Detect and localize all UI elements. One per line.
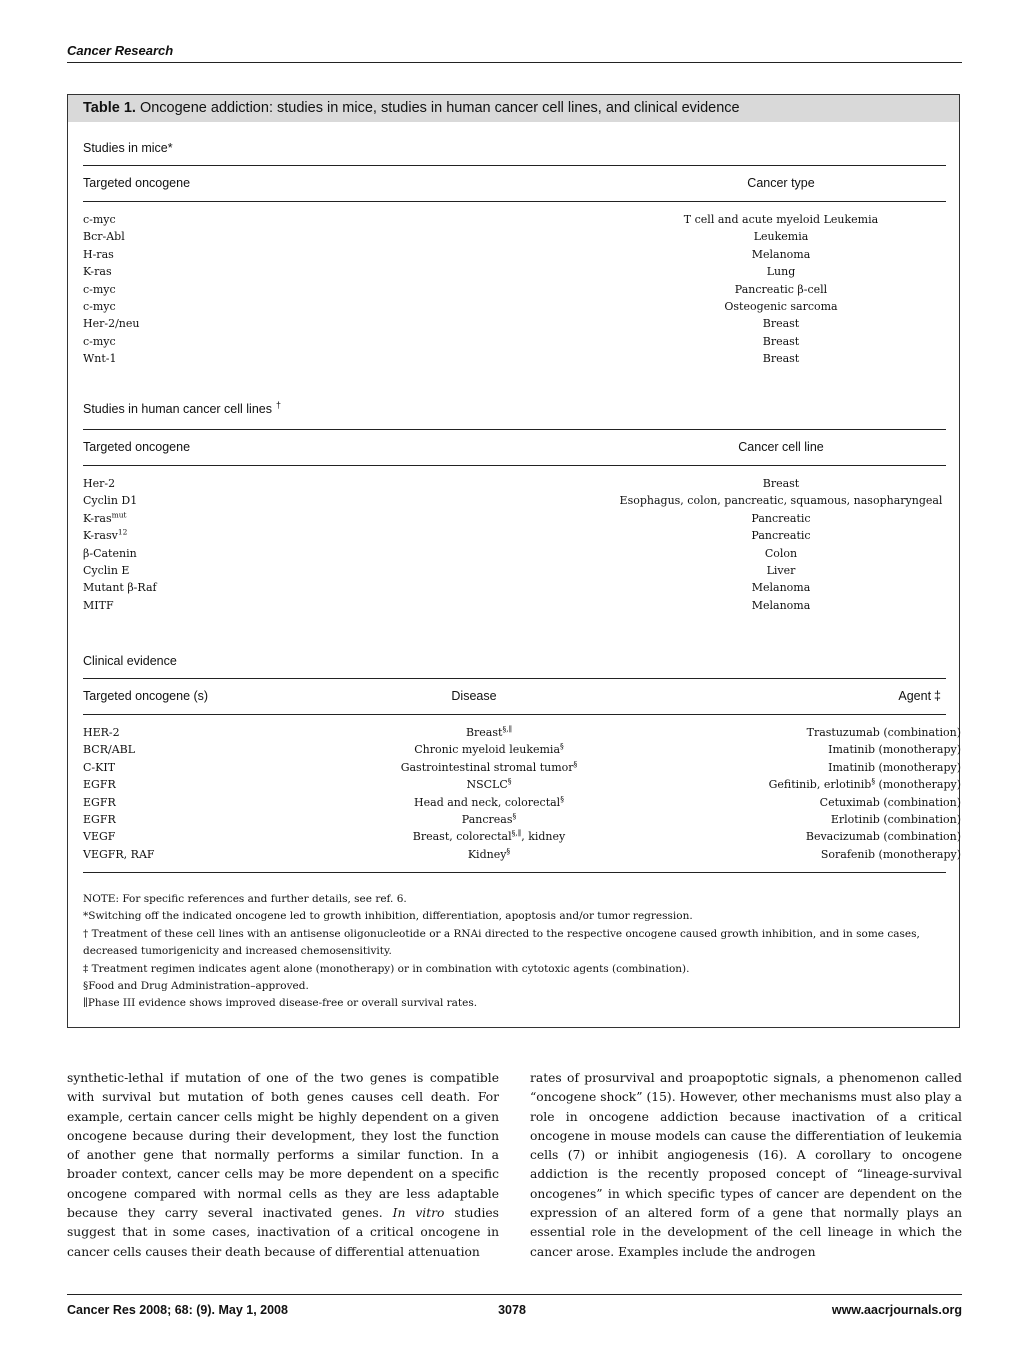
agent-name: Trastuzumab (806, 726, 880, 739)
cell-line-cell: Liver (766, 563, 796, 577)
table-row (83, 759, 961, 776)
oncogene-cell: EGFR (83, 778, 116, 792)
journal-name: Cancer Research (67, 43, 174, 58)
table-note: *Switching off the indicated oncogene led to growth inhibition, differentiation, apoptosis and/or tumor regression. (83, 910, 693, 923)
disease-tail: , kidney (521, 830, 566, 844)
clinical-section-title: Clinical evidence (83, 654, 177, 668)
disease-footnote-mark: § (512, 811, 517, 821)
agent-regimen: (monotherapy) (875, 760, 961, 774)
disease-name: Kidney (467, 847, 507, 861)
agent-regimen: (combination) (879, 795, 961, 809)
table-row (83, 562, 946, 579)
oncogene-cell: C-KIT (83, 760, 116, 774)
cancer-type-cell: Breast (762, 317, 800, 331)
table-row (83, 741, 961, 758)
clinical-col-oncogene: Targeted oncogene (s) (83, 689, 209, 703)
body-column-right (530, 1069, 962, 1262)
disease-cell (289, 741, 689, 758)
table-label: Table 1. (83, 100, 136, 116)
table-note: ‡ Treatment regimen indicates agent alone (monotherapy) or in combination with cytotoxic agents (combination). (83, 962, 690, 975)
oncogene-name: β-Catenin (83, 546, 137, 560)
cells-col-oncogene: Targeted oncogene (83, 440, 191, 454)
cancer-type-cell: Osteogenic sarcoma (724, 299, 838, 313)
oncogene-cell (83, 475, 115, 492)
cancer-type-cell: Melanoma (751, 247, 811, 261)
oncogene-cell: BCR/ABL (83, 743, 136, 757)
table-row (83, 298, 946, 315)
body-left-text-1: synthetic-lethal if mutation of one of the two genes is compatible with survival but mutation of both genes causes cell death. For example, certain cancer cells might be highly dependent on a given oncogene because during their development, they lost the function of another gene that normally performs a similar function. In a broader context, cancer cells may be more dependent on a specific oncogene compared with normal cells as they are less adaptable because they carry several inactivated genes. (67, 1071, 499, 1221)
clinical-top-rule (83, 678, 946, 679)
disease-name: Gastrointestinal stromal tumor (400, 760, 574, 774)
agent-name: Gefitinib, erlotinib (768, 778, 872, 792)
body-left-paragraph (67, 1069, 499, 1262)
page-number: 3078 (498, 1303, 526, 1317)
table-row (83, 828, 961, 845)
agent-name: Imatinib (828, 743, 876, 757)
table-1 (67, 94, 960, 1028)
agent-cell (806, 828, 961, 845)
table-caption-text: Oncogene addiction: studies in mice, studies in human cancer cell lines, and clinical evidence (139, 100, 740, 116)
table-note: ∥Phase III evidence shows improved disease-free or overall survival rates. (83, 997, 478, 1010)
disease-cell (289, 724, 689, 741)
oncogene-cell: Her-2/neu (83, 317, 140, 331)
mice-col-cancer-type: Cancer type (747, 176, 815, 190)
footer-website: www.aacrjournals.org (831, 1303, 962, 1317)
agent-name: Erlotinib (830, 812, 880, 826)
disease-cell (289, 811, 689, 828)
disease-cell (289, 794, 689, 811)
oncogene-cell: c-myc (83, 213, 116, 226)
oncogene-cell: K-ras (83, 265, 112, 279)
agent-cell (828, 759, 961, 776)
oncogene-cell: c-myc (83, 334, 116, 348)
agent-regimen: (combination) (879, 830, 961, 844)
cancer-type-cell: T cell and acute myeloid Leukemia (683, 213, 879, 226)
oncogene-name: Mutant β-Raf (83, 581, 157, 595)
clinical-col-agent (746, 688, 946, 704)
table-row (83, 246, 946, 263)
agent-cell (820, 794, 961, 811)
table-row (83, 228, 946, 245)
oncogene-cell (83, 510, 127, 527)
disease-footnote-mark: § (560, 741, 564, 751)
clinical-table-body (83, 724, 961, 863)
cell-line-cell: Pancreatic (751, 529, 811, 543)
body-column-left (67, 1069, 499, 1262)
oncogene-cell: EGFR (83, 812, 116, 826)
agent-regimen: (combination) (879, 726, 961, 739)
disease-footnote-mark: § (573, 759, 578, 769)
oncogene-cell (83, 579, 157, 596)
oncogene-cell: Wnt-1 (83, 352, 117, 366)
table-row (83, 545, 946, 562)
disease-cell (289, 759, 689, 776)
header-rule (67, 62, 962, 63)
table-row (83, 724, 961, 741)
table-row (83, 475, 946, 492)
table-row (83, 846, 961, 863)
oncogene-cell: c-myc (83, 282, 116, 296)
mice-table-body (83, 211, 946, 368)
clinical-head-rule (83, 714, 946, 715)
oncogene-name: Cyclin D1 (83, 494, 138, 508)
cells-section-title (83, 401, 281, 417)
disease-footnote-mark: §,∥ (502, 724, 513, 734)
disease-name: NSCLC (466, 778, 508, 792)
oncogene-name: K-rasv (83, 529, 118, 543)
oncogene-name: MITF (83, 598, 114, 612)
cell-line-cell: Esophagus, colon, pancreatic, squamous, nasopharyngeal (619, 494, 943, 508)
agent-name: Bevacizumab (805, 830, 880, 844)
cancer-type-cell: Leukemia (753, 230, 809, 244)
agent-regimen: (monotherapy) (875, 743, 961, 757)
oncogene-cell (83, 527, 127, 544)
oncogene-cell (83, 597, 114, 614)
cell-line-cell: Pancreatic (751, 511, 811, 525)
disease-name: Head and neck, colorectal (414, 795, 561, 809)
table-row (83, 350, 946, 367)
table-row (83, 776, 961, 793)
table-row (83, 793, 961, 811)
oncogene-cell (83, 562, 129, 579)
disease-name: Chronic myeloid leukemia (414, 743, 561, 757)
table-row (83, 579, 946, 596)
body-left-text-2: studies suggest that in some cases, inactivation of a critical oncogene in cancer cells causes their death because of differential attenuation (67, 1206, 499, 1259)
oncogene-cell: VEGF (83, 830, 116, 844)
body-left-italic: In vitro (392, 1206, 445, 1221)
table-row (83, 527, 946, 544)
agent-cell (821, 846, 961, 863)
disease-footnote-mark: § (560, 793, 564, 803)
table-note: † Treatment of these cell lines with an antisense oligonucleotide or a RNAi directed to the respective oncogene caused growth inhibition, and in some cases, decreased tumorigenicity and increased chemosensitivity. (83, 927, 920, 958)
disease-cell (289, 776, 689, 793)
agent-regimen: (monotherapy) (875, 778, 961, 792)
cells-col-cell-line: Cancer cell line (738, 440, 824, 454)
table-note: NOTE: For specific references and further details, see ref. 6. (83, 893, 407, 905)
disease-cell (289, 846, 689, 863)
mice-top-rule (83, 165, 946, 166)
disease-footnote-mark: §,∥ (511, 828, 522, 838)
oncogene-cell: H-ras (83, 247, 114, 261)
clinical-col-agent-mark: ‡ (934, 689, 941, 703)
oncogene-cell: VEGFR, RAF (83, 847, 155, 861)
disease-name: Breast (465, 726, 503, 739)
cells-table-body (83, 475, 946, 614)
agent-cell (807, 724, 961, 741)
table-row (83, 492, 946, 509)
cells-section-title-text: Studies in human cancer cell lines (83, 402, 272, 416)
agent-cell (828, 741, 961, 758)
oncogene-cell: EGFR (83, 795, 116, 809)
oncogene-cell: c-myc (83, 299, 116, 313)
cell-line-cell: Melanoma (751, 581, 811, 595)
mice-col-oncogene: Targeted oncogene (83, 176, 191, 190)
table-row (83, 281, 946, 298)
agent-name: Cetuximab (819, 795, 880, 809)
agent-name: Sorafenib (820, 847, 876, 861)
disease-footnote-mark: § (506, 846, 511, 856)
cells-top-rule (83, 429, 946, 430)
disease-cell (289, 828, 689, 845)
oncogene-superscript: mut (111, 510, 127, 520)
table-notes (83, 891, 946, 1013)
agent-name: Imatinib (828, 760, 876, 774)
table-row (83, 263, 946, 280)
agent-cell (831, 811, 961, 828)
oncogene-cell: HER-2 (83, 726, 120, 739)
agent-footnote-mark: § (871, 776, 876, 786)
agent-regimen: (monotherapy) (875, 847, 961, 861)
body-right-paragraph: rates of prosurvival and proapoptotic signals, a phenomenon called “oncogene shock” (15). However, other mechanisms must also play a role in oncogene addiction because inactivation of a critical oncogene in mouse models can cause the differentiation of leukemia cells (7) or inhibit angiogenesis (16). A corollary to oncogene addiction is the recently proposed concept of “lineage-survival oncogenes” in which specific types of cancer are dependent on the expression of an altered form of a gene that normally plays an essential role in the development of the cell lineage in which the cancer arose. Examples include the androgen (530, 1071, 962, 1259)
oncogene-superscript: 12 (117, 527, 128, 537)
cells-title-footnote-mark: † (276, 399, 282, 410)
footer-rule (67, 1294, 962, 1295)
table-row (83, 510, 946, 527)
mice-head-rule (83, 201, 946, 202)
table-note: §Food and Drug Administration–approved. (83, 980, 309, 993)
footer-citation: Cancer Res 2008; 68: (9). May 1, 2008 (67, 1303, 288, 1317)
cell-line-cell: Melanoma (751, 598, 811, 612)
cancer-type-cell: Breast (762, 352, 800, 366)
table-row (83, 211, 946, 228)
agent-regimen: (combination) (879, 812, 961, 826)
table-caption (68, 95, 959, 122)
clinical-col-disease: Disease (451, 689, 497, 703)
agent-cell (769, 776, 961, 793)
cell-line-cell: Breast (762, 477, 800, 490)
oncogene-name: Cyclin E (83, 563, 130, 577)
disease-name: Breast, colorectal (412, 830, 512, 844)
table-row (83, 315, 946, 332)
clinical-bottom-rule (83, 872, 946, 873)
clinical-col-agent-text: Agent (898, 689, 932, 703)
disease-name: Pancreas (461, 812, 513, 826)
oncogene-name: K-ras (83, 511, 112, 525)
table-row (83, 333, 946, 350)
cells-head-rule (83, 465, 946, 466)
cancer-type-cell: Pancreatic β-cell (734, 282, 828, 296)
table-row (83, 597, 946, 614)
oncogene-cell (83, 492, 137, 509)
cell-line-cell: Colon (764, 546, 798, 560)
table-row (83, 811, 961, 828)
oncogene-name: Her-2 (83, 477, 116, 490)
cancer-type-cell: Lung (766, 265, 796, 279)
cancer-type-cell: Breast (762, 334, 800, 348)
oncogene-cell (83, 545, 137, 562)
mice-section-title: Studies in mice* (83, 141, 173, 155)
oncogene-cell: Bcr-Abl (83, 230, 125, 244)
disease-footnote-mark: § (507, 776, 512, 786)
